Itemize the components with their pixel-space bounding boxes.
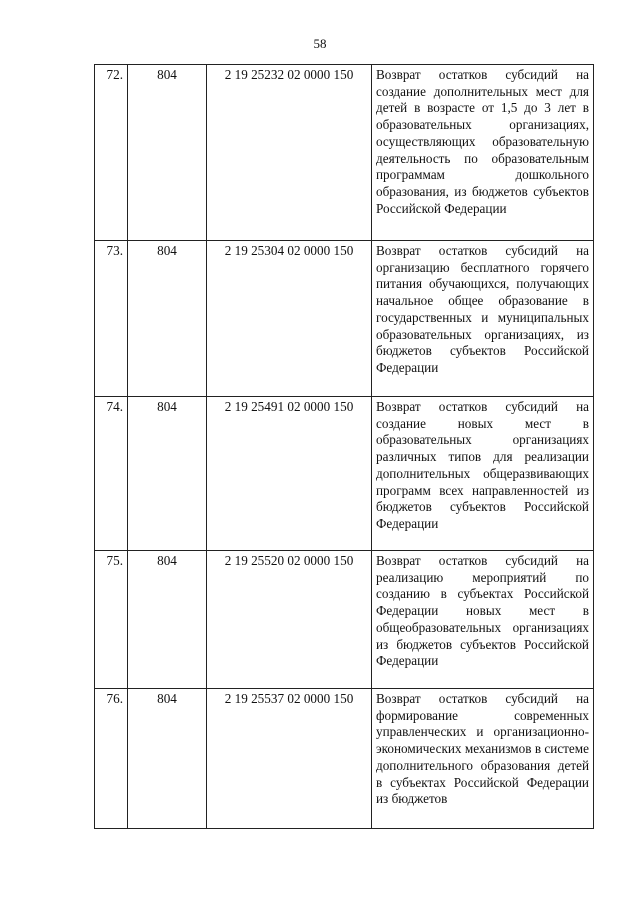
admin-code: 804	[128, 689, 207, 829]
table-row	[95, 689, 594, 829]
table-row	[95, 65, 594, 241]
page-number: 58	[313, 36, 327, 51]
budget-codes-table	[94, 64, 594, 829]
row-description: Возврат остатков субсидий на реализацию мероприятий по созданию в субъектах Российской Федерации новых мест в общеобразовательных организациях из бюджетов субъектов Российской Федерации	[372, 551, 594, 689]
table-row	[95, 241, 594, 397]
admin-code: 804	[128, 241, 207, 397]
row-number: 73.	[95, 241, 128, 397]
row-number: 76.	[95, 689, 128, 829]
row-number: 72.	[95, 65, 128, 241]
row-description: Возврат остатков субсидий на создание дополнительных мест для детей в возрасте от 1,5 до 3 лет в образовательных организациях, осуществляющих образовательную деятельность по образовательным программам дошкольного образования, из бюджетов субъектов Российской Федерации	[372, 65, 594, 241]
row-description: Возврат остатков субсидий на формирование современных управленческих и организационно-экономических механизмов в системе дополнительного образования детей в субъектах Российской Федерации из бюджетов	[372, 689, 594, 829]
classification-code: 2 19 25304 02 0000 150	[207, 241, 372, 397]
row-number: 74.	[95, 397, 128, 551]
row-number: 75.	[95, 551, 128, 689]
admin-code: 804	[128, 65, 207, 241]
admin-code: 804	[128, 397, 207, 551]
classification-code: 2 19 25520 02 0000 150	[207, 551, 372, 689]
row-description: Возврат остатков субсидий на создание новых мест в образовательных организациях различных типов для реализации дополнительных общеразвивающих программ всех направленностей из бюджетов субъектов Российской Федерации	[372, 397, 594, 551]
admin-code: 804	[128, 551, 207, 689]
classification-code: 2 19 25537 02 0000 150	[207, 689, 372, 829]
table-row	[95, 397, 594, 551]
table-row	[95, 551, 594, 689]
classification-code: 2 19 25232 02 0000 150	[207, 65, 372, 241]
classification-code: 2 19 25491 02 0000 150	[207, 397, 372, 551]
row-description: Возврат остатков субсидий на организацию бесплатного горячего питания обучающихся, получающих начальное общее образование в государственных и муниципальных образовательных организациях, из бюджетов субъектов Российской Федерации	[372, 241, 594, 397]
